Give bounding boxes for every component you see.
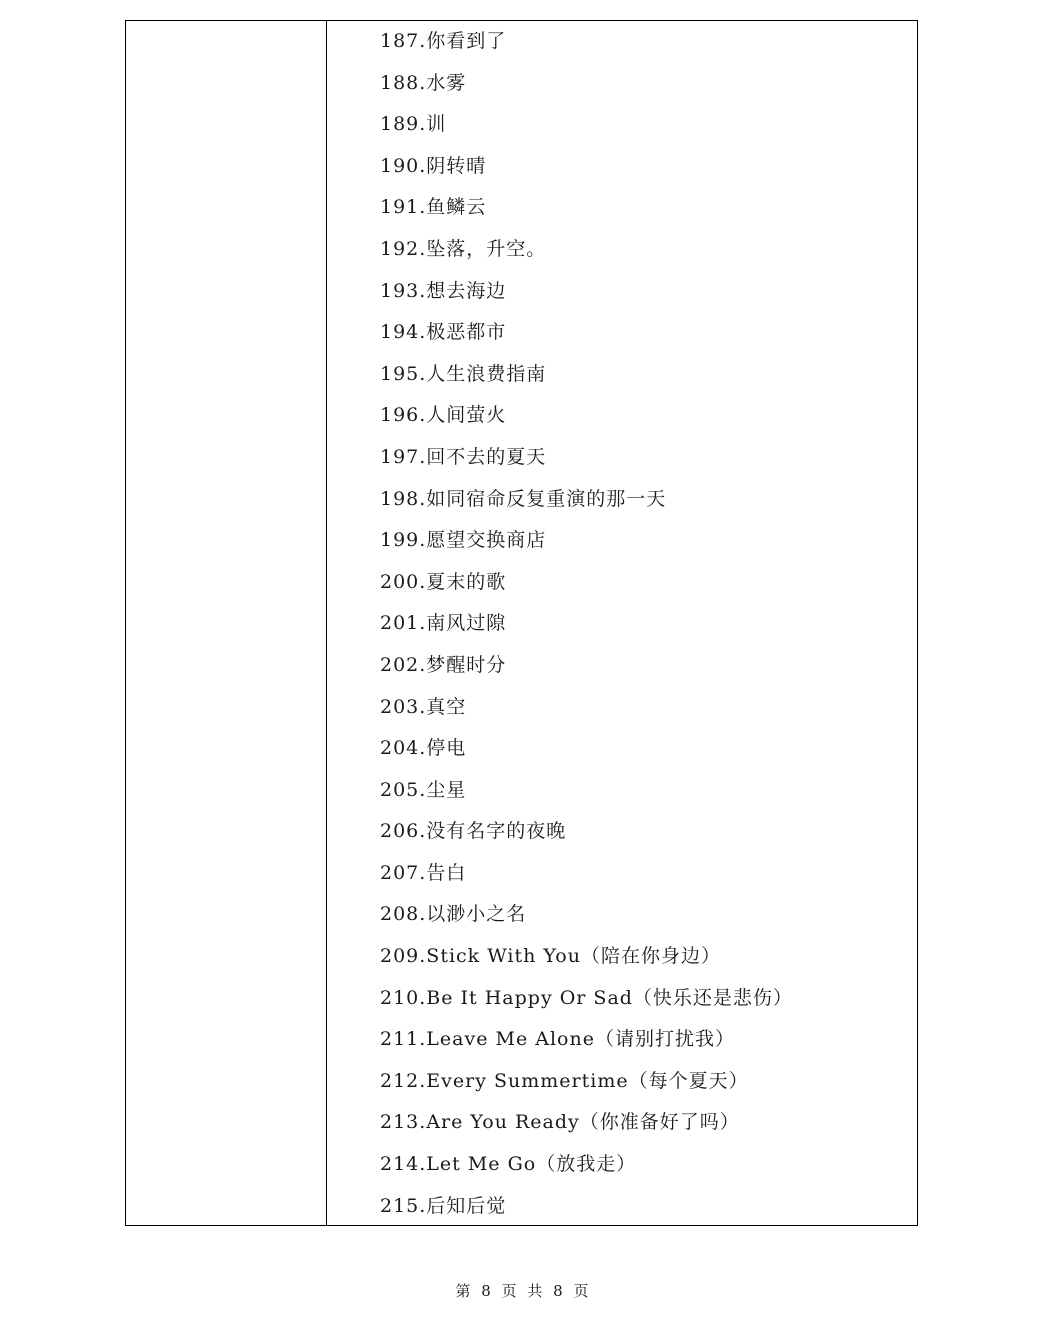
song-item: 215.后知后觉: [380, 1194, 507, 1217]
song-item: 187.你看到了: [380, 30, 507, 52]
song-item: 189.训: [380, 113, 447, 136]
song-item: 192.坠落，升空。: [380, 237, 547, 260]
song-item: 210.Be It Happy Or Sad（快乐还是悲伤）: [380, 986, 793, 1009]
song-item: 212.Every Summertime（每个夏天）: [380, 1069, 749, 1092]
song-item: 205.尘星: [380, 778, 467, 801]
song-item: 201.南风过隙: [380, 612, 507, 635]
song-item: 198.如同宿命反复重演的那一天: [380, 487, 667, 510]
song-item: 191.鱼鳞云: [380, 196, 487, 219]
table-left-cell: [126, 21, 327, 1225]
song-item: 209.Stick With You（陪在你身边）: [380, 945, 721, 968]
song-item: 195.人生浪费指南: [380, 362, 547, 385]
song-item: 204.停电: [380, 737, 467, 760]
song-item: 193.想去海边: [380, 279, 507, 302]
song-item: 188.水雾: [380, 71, 467, 94]
song-list: [380, 21, 793, 1227]
table-right-cell: [327, 21, 917, 1225]
song-item: 207.告白: [380, 861, 467, 884]
song-item: 194.极恶都市: [380, 321, 507, 344]
song-item: 200.夏末的歌: [380, 570, 507, 593]
page-number-footer: 第 8 页 共 8 页: [455, 1282, 592, 1300]
song-item: 203.真空: [380, 695, 467, 718]
song-item: 211.Leave Me Alone（请别打扰我）: [380, 1028, 735, 1051]
song-item: 208.以渺小之名: [380, 903, 527, 926]
song-item: 202.梦醒时分: [380, 653, 507, 676]
song-table: [125, 20, 918, 1226]
song-item: 197.回不去的夏天: [380, 445, 547, 468]
song-item: 190.阴转晴: [380, 154, 487, 177]
song-item: 196.人间萤火: [380, 404, 507, 427]
song-item: 199.愿望交换商店: [380, 529, 547, 552]
song-item: 214.Let Me Go（放我走）: [380, 1153, 637, 1176]
song-item: 206.没有名字的夜晚: [380, 820, 567, 843]
song-item: 213.Are You Ready（你准备好了吗）: [380, 1111, 740, 1134]
